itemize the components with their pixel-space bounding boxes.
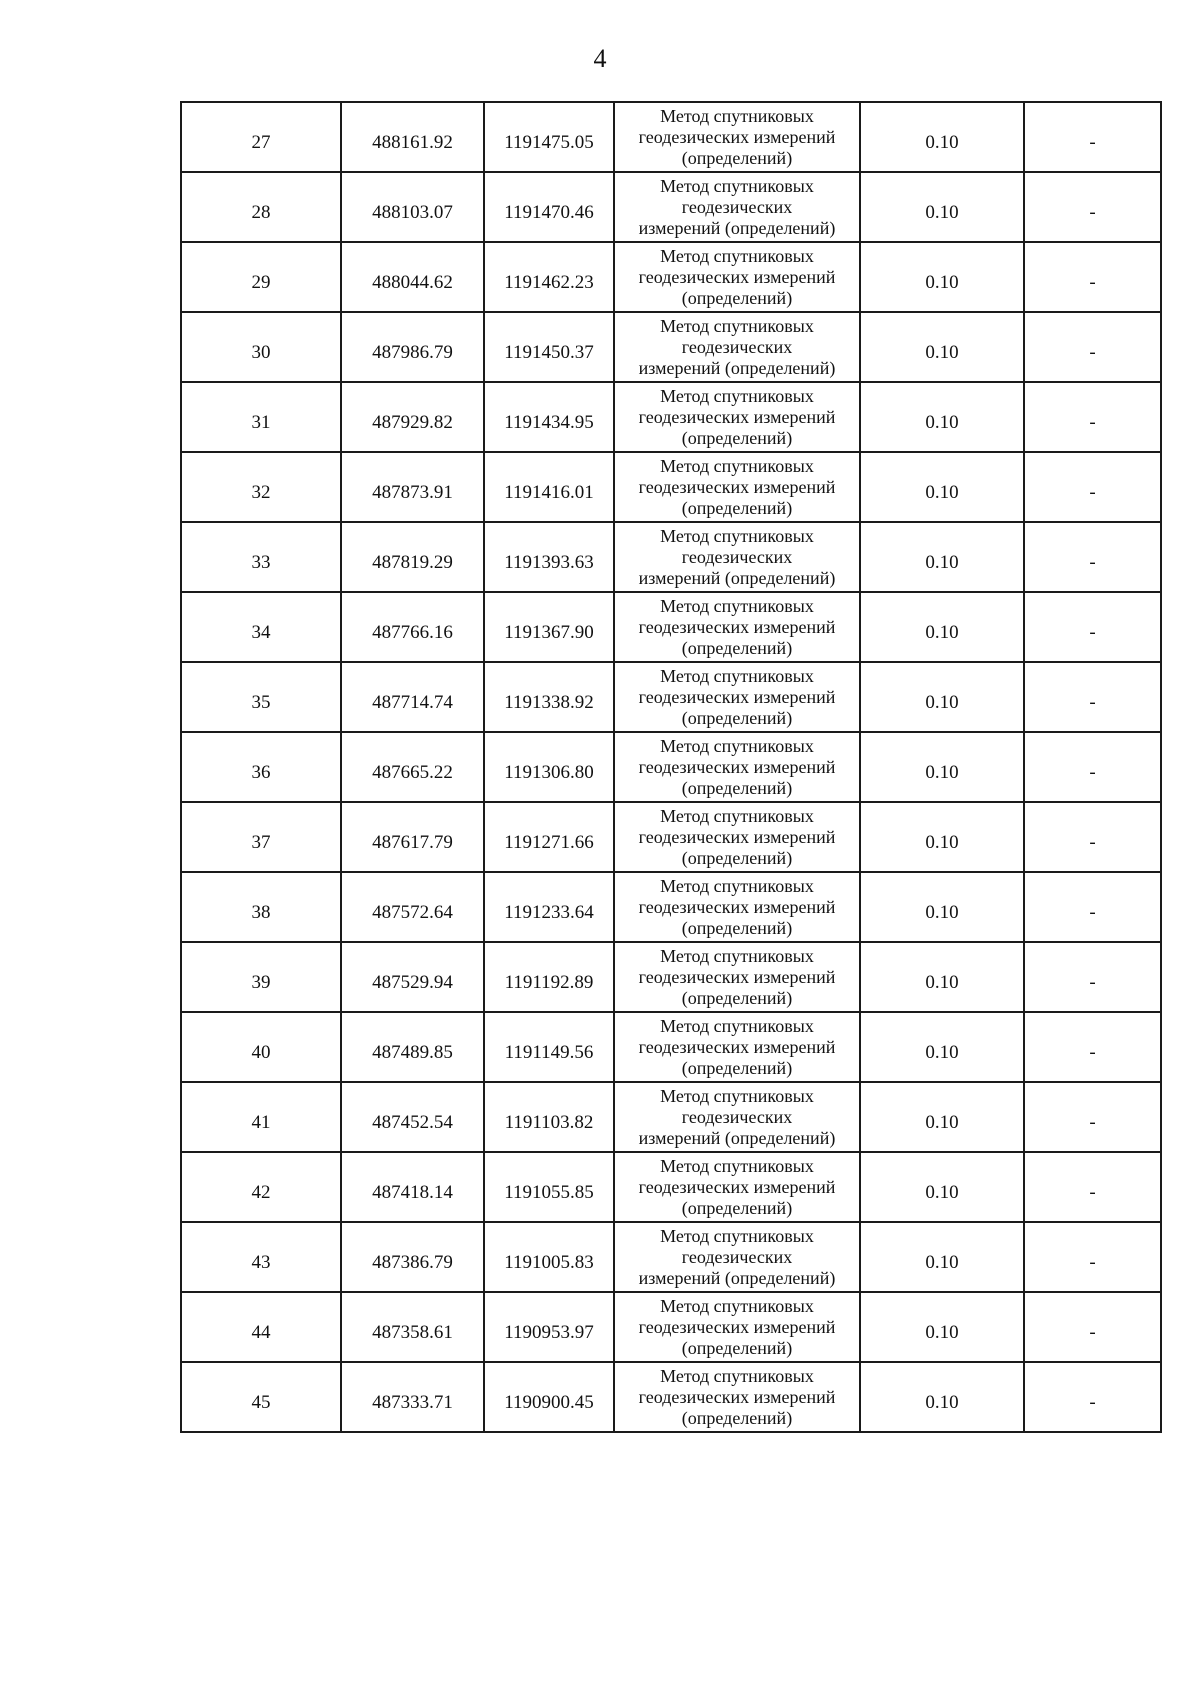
accuracy-cell: 0.10 — [860, 242, 1024, 312]
description-cell: - — [1024, 732, 1161, 802]
x-coordinate-cell: 487986.79 — [341, 312, 484, 382]
y-coordinate-cell: 1191450.37 — [484, 312, 614, 382]
table-row — [181, 802, 1161, 872]
point-number-cell: 40 — [181, 1012, 341, 1082]
accuracy-cell: 0.10 — [860, 312, 1024, 382]
y-coordinate-cell: 1191271.66 — [484, 802, 614, 872]
table-row — [181, 942, 1161, 1012]
y-coordinate-cell: 1191367.90 — [484, 592, 614, 662]
table-row — [181, 662, 1161, 732]
method-cell: Метод спутниковых геодезических измерений (определений) — [614, 242, 860, 312]
description-cell: - — [1024, 172, 1161, 242]
y-coordinate-cell: 1191233.64 — [484, 872, 614, 942]
accuracy-cell: 0.10 — [860, 522, 1024, 592]
x-coordinate-cell: 487418.14 — [341, 1152, 484, 1222]
method-cell: Метод спутниковых геодезических измерений (определений) — [614, 592, 860, 662]
accuracy-cell: 0.10 — [860, 662, 1024, 732]
point-number-cell: 29 — [181, 242, 341, 312]
x-coordinate-cell: 487489.85 — [341, 1012, 484, 1082]
method-cell: Метод спутниковых геодезических измерений (определений) — [614, 452, 860, 522]
coordinates-table-body — [181, 102, 1161, 1432]
accuracy-cell: 0.10 — [860, 872, 1024, 942]
y-coordinate-cell: 1191149.56 — [484, 1012, 614, 1082]
point-number-cell: 32 — [181, 452, 341, 522]
description-cell: - — [1024, 1152, 1161, 1222]
table-row — [181, 1082, 1161, 1152]
description-cell: - — [1024, 1082, 1161, 1152]
accuracy-cell: 0.10 — [860, 592, 1024, 662]
table-row — [181, 312, 1161, 382]
accuracy-cell: 0.10 — [860, 1082, 1024, 1152]
table-row — [181, 452, 1161, 522]
accuracy-cell: 0.10 — [860, 1152, 1024, 1222]
accuracy-cell: 0.10 — [860, 452, 1024, 522]
table-row — [181, 172, 1161, 242]
accuracy-cell: 0.10 — [860, 1012, 1024, 1082]
description-cell: - — [1024, 1292, 1161, 1362]
x-coordinate-cell: 487714.74 — [341, 662, 484, 732]
accuracy-cell: 0.10 — [860, 1362, 1024, 1432]
method-cell: Метод спутниковых геодезических измерений (определений) — [614, 1362, 860, 1432]
point-number-cell: 38 — [181, 872, 341, 942]
x-coordinate-cell: 487873.91 — [341, 452, 484, 522]
description-cell: - — [1024, 592, 1161, 662]
method-cell: Метод спутниковых геодезических измерений (определений) — [614, 872, 860, 942]
table-row — [181, 1292, 1161, 1362]
table-row — [181, 592, 1161, 662]
y-coordinate-cell: 1191393.63 — [484, 522, 614, 592]
accuracy-cell: 0.10 — [860, 382, 1024, 452]
x-coordinate-cell: 487766.16 — [341, 592, 484, 662]
method-cell: Метод спутниковых геодезических измерений (определений) — [614, 942, 860, 1012]
accuracy-cell: 0.10 — [860, 172, 1024, 242]
table-row — [181, 1152, 1161, 1222]
method-cell: Метод спутниковых геодезических измерений (определений) — [614, 1222, 860, 1292]
method-cell: Метод спутниковых геодезических измерений (определений) — [614, 662, 860, 732]
table-row — [181, 522, 1161, 592]
x-coordinate-cell: 487819.29 — [341, 522, 484, 592]
description-cell: - — [1024, 382, 1161, 452]
y-coordinate-cell: 1191306.80 — [484, 732, 614, 802]
x-coordinate-cell: 487572.64 — [341, 872, 484, 942]
x-coordinate-cell: 487529.94 — [341, 942, 484, 1012]
table-row — [181, 1362, 1161, 1432]
y-coordinate-cell: 1191475.05 — [484, 102, 614, 172]
point-number-cell: 41 — [181, 1082, 341, 1152]
description-cell: - — [1024, 312, 1161, 382]
method-cell: Метод спутниковых геодезических измерений (определений) — [614, 802, 860, 872]
point-number-cell: 43 — [181, 1222, 341, 1292]
method-cell: Метод спутниковых геодезических измерений (определений) — [614, 1292, 860, 1362]
point-number-cell: 28 — [181, 172, 341, 242]
method-cell: Метод спутниковых геодезических измерений (определений) — [614, 172, 860, 242]
point-number-cell: 35 — [181, 662, 341, 732]
x-coordinate-cell: 487358.61 — [341, 1292, 484, 1362]
point-number-cell: 44 — [181, 1292, 341, 1362]
method-cell: Метод спутниковых геодезических измерений (определений) — [614, 1152, 860, 1222]
table-row — [181, 1012, 1161, 1082]
point-number-cell: 36 — [181, 732, 341, 802]
y-coordinate-cell: 1191103.82 — [484, 1082, 614, 1152]
y-coordinate-cell: 1191470.46 — [484, 172, 614, 242]
accuracy-cell: 0.10 — [860, 102, 1024, 172]
method-cell: Метод спутниковых геодезических измерений (определений) — [614, 522, 860, 592]
accuracy-cell: 0.10 — [860, 802, 1024, 872]
x-coordinate-cell: 488161.92 — [341, 102, 484, 172]
table-row — [181, 242, 1161, 312]
y-coordinate-cell: 1190900.45 — [484, 1362, 614, 1432]
description-cell: - — [1024, 522, 1161, 592]
y-coordinate-cell: 1191055.85 — [484, 1152, 614, 1222]
point-number-cell: 39 — [181, 942, 341, 1012]
x-coordinate-cell: 487665.22 — [341, 732, 484, 802]
description-cell: - — [1024, 1362, 1161, 1432]
description-cell: - — [1024, 942, 1161, 1012]
description-cell: - — [1024, 1222, 1161, 1292]
table-row — [181, 1222, 1161, 1292]
x-coordinate-cell: 487452.54 — [341, 1082, 484, 1152]
description-cell: - — [1024, 802, 1161, 872]
description-cell: - — [1024, 452, 1161, 522]
x-coordinate-cell: 487386.79 — [341, 1222, 484, 1292]
x-coordinate-cell: 487617.79 — [341, 802, 484, 872]
table-row — [181, 102, 1161, 172]
x-coordinate-cell: 488044.62 — [341, 242, 484, 312]
coordinates-table — [180, 101, 1162, 1433]
y-coordinate-cell: 1190953.97 — [484, 1292, 614, 1362]
point-number-cell: 42 — [181, 1152, 341, 1222]
method-cell: Метод спутниковых геодезических измерений (определений) — [614, 1012, 860, 1082]
y-coordinate-cell: 1191416.01 — [484, 452, 614, 522]
x-coordinate-cell: 487333.71 — [341, 1362, 484, 1432]
point-number-cell: 30 — [181, 312, 341, 382]
accuracy-cell: 0.10 — [860, 732, 1024, 802]
method-cell: Метод спутниковых геодезических измерений (определений) — [614, 1082, 860, 1152]
y-coordinate-cell: 1191462.23 — [484, 242, 614, 312]
table-row — [181, 382, 1161, 452]
y-coordinate-cell: 1191005.83 — [484, 1222, 614, 1292]
accuracy-cell: 0.10 — [860, 1222, 1024, 1292]
table-row — [181, 732, 1161, 802]
point-number-cell: 37 — [181, 802, 341, 872]
point-number-cell: 27 — [181, 102, 341, 172]
y-coordinate-cell: 1191338.92 — [484, 662, 614, 732]
point-number-cell: 45 — [181, 1362, 341, 1432]
point-number-cell: 34 — [181, 592, 341, 662]
description-cell: - — [1024, 102, 1161, 172]
accuracy-cell: 0.10 — [860, 1292, 1024, 1362]
description-cell: - — [1024, 662, 1161, 732]
table-row — [181, 872, 1161, 942]
point-number-cell: 31 — [181, 382, 341, 452]
description-cell: - — [1024, 872, 1161, 942]
point-number-cell: 33 — [181, 522, 341, 592]
x-coordinate-cell: 488103.07 — [341, 172, 484, 242]
accuracy-cell: 0.10 — [860, 942, 1024, 1012]
method-cell: Метод спутниковых геодезических измерений (определений) — [614, 732, 860, 802]
description-cell: - — [1024, 1012, 1161, 1082]
method-cell: Метод спутниковых геодезических измерений (определений) — [614, 312, 860, 382]
page-number: 4 — [593, 44, 607, 73]
method-cell: Метод спутниковых геодезических измерений (определений) — [614, 382, 860, 452]
y-coordinate-cell: 1191192.89 — [484, 942, 614, 1012]
y-coordinate-cell: 1191434.95 — [484, 382, 614, 452]
description-cell: - — [1024, 242, 1161, 312]
x-coordinate-cell: 487929.82 — [341, 382, 484, 452]
method-cell: Метод спутниковых геодезических измерений (определений) — [614, 102, 860, 172]
